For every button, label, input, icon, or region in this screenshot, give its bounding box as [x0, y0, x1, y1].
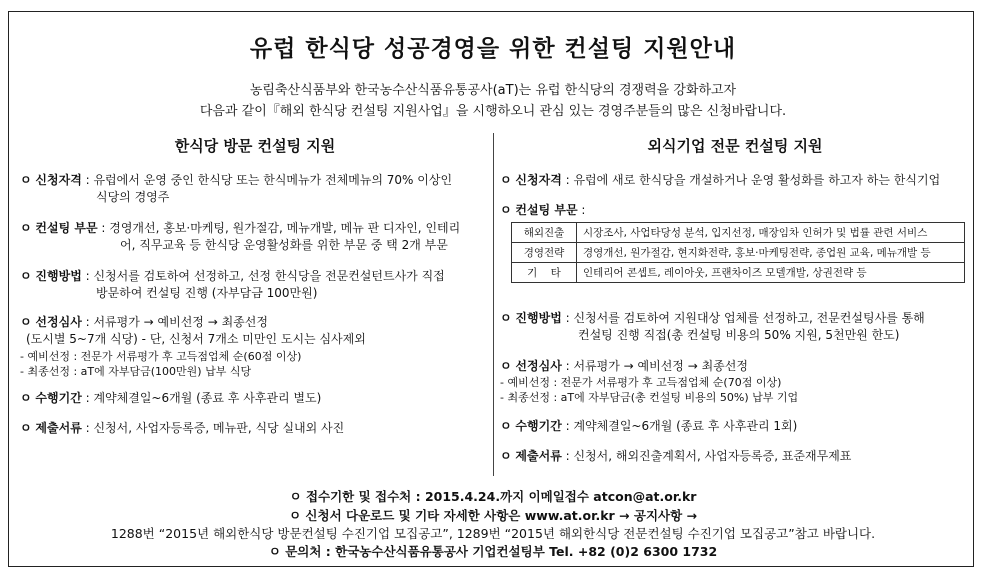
right-method-text: : 신청서를 검토하여 지원대상 업체를 선정하고, 전문컨설팅사를 통해 — [561, 311, 925, 325]
left-eligibility-cont: 식당의 경영주 — [96, 190, 170, 204]
left-consulting — [20, 220, 460, 237]
left-method-text: : 신청서를 검토하여 선정하고, 선정 한식당을 전문컨설턴트사가 직접 — [81, 269, 445, 283]
left-review-text: : 서류평가 → 예비선정 → 최종선정 — [81, 315, 268, 329]
right-review-label: 선정심사 — [515, 359, 562, 373]
bullet: ㅇ — [20, 173, 32, 187]
left-method-cont: 방문하여 컨설팅 진행 (자부담금 100만원) — [96, 286, 318, 300]
left-documents-label: 제출서류 — [35, 421, 82, 435]
right-method-cont: 컨설팅 진행 직접(총 컨설팅 비용의 50% 지원, 5천만원 한도) — [578, 328, 900, 342]
left-consulting-label: 컨설팅 부문 — [35, 221, 98, 235]
right-review-sub-1: - 예비선정 : 전문가 서류평가 후 고득점업체 순(70점 이상) — [500, 376, 782, 389]
right-documents-text: : 신청서, 해외진출계획서, 사업자등록증, 표준재무제표 — [561, 449, 852, 463]
bullet: ㅇ — [500, 311, 512, 325]
right-consulting-label: 컨설팅 부문 — [515, 203, 578, 217]
bullet: ㅇ — [500, 419, 512, 433]
column-divider — [493, 133, 494, 476]
right-method — [500, 310, 925, 327]
left-eligibility — [20, 172, 452, 189]
right-documents-label: 제출서류 — [515, 449, 562, 463]
right-documents — [500, 448, 851, 465]
left-eligibility-text: : 유럽에서 운영 중인 한식당 또는 한식메뉴가 전체메뉴의 70% 이상인 — [81, 173, 453, 187]
left-method-label: 진행방법 — [35, 269, 82, 283]
intro-line-2: 다음과 같이『해외 한식당 컨설팅 지원사업』을 시행하오니 관심 있는 경영주분들의 많은 신청바랍니다. — [199, 104, 787, 119]
right-review-text: : 서류평가 → 예비선정 → 최종선정 — [561, 359, 748, 373]
left-consulting-cont: 어, 직무교육 등 한식당 운영활성화를 위한 부문 중 택 2개 부문 — [120, 238, 448, 252]
right-column-heading: 외식기업 전문 컨설팅 지원 — [647, 137, 823, 155]
page-title: 유럽 한식당 성공경영을 위한 컨설팅 지원안내 — [249, 36, 737, 62]
right-period-label: 수행기간 — [515, 419, 562, 433]
footer-contact: ㅇ 문의처 : 한국농수산식품유통공사 기업컨설팅부 Tel. +82 (0)2 6300 1732 — [268, 544, 718, 559]
left-documents — [20, 420, 344, 437]
sector-description: 경영개선, 원가절감, 현지화전략, 홍보·마케팅전략, 종업원 교육, 메뉴개발 등 — [577, 243, 965, 263]
footer-deadline: ㅇ 접수기한 및 접수처 : 2015.4.24.까지 이메일접수 atcon@at.or.kr — [289, 489, 697, 504]
left-review-cont: (도시별 5~7개 식당) - 단, 신청서 7개소 미만인 도시는 심사제외 — [26, 332, 366, 346]
sector-category: 경영전략 — [512, 243, 577, 263]
bullet: ㅇ — [20, 315, 32, 329]
bullet: ㅇ — [500, 173, 512, 187]
right-consulting-suffix: : — [577, 203, 586, 217]
table-row — [512, 243, 965, 263]
bullet: ㅇ — [20, 269, 32, 283]
right-eligibility-text: : 유럽에 새로 한식당을 개설하거나 운영 활성화를 하고자 하는 한식기업 — [561, 173, 941, 187]
left-period — [20, 390, 321, 407]
intro-line-1: 농림축산식품부와 한국농수산식품유통공사(aT)는 유럽 한식당의 경쟁력을 강화하고자 — [249, 83, 737, 98]
sector-category: 해외진출 — [512, 223, 577, 243]
left-eligibility-label: 신청자격 — [35, 173, 82, 187]
bullet: ㅇ — [500, 359, 512, 373]
right-period-text: : 계약체결일~6개월 (종료 후 사후관리 1회) — [561, 419, 798, 433]
left-review — [20, 314, 268, 331]
right-eligibility-label: 신청자격 — [515, 173, 562, 187]
sector-description: 인테리어 콘셉트, 레이아웃, 프랜차이즈 모델개발, 상권전략 등 — [577, 263, 965, 283]
right-period — [500, 418, 797, 435]
bullet: ㅇ — [500, 203, 512, 217]
table-row — [512, 223, 965, 243]
left-method — [20, 268, 445, 285]
sector-category: 기 타 — [512, 263, 577, 283]
left-review-sub-2: - 최종선정 : aT에 자부담금(100만원) 납부 식당 — [20, 365, 252, 378]
right-review-sub-2: - 최종선정 : aT에 자부담금(총 컨설팅 비용의 50%) 납부 기업 — [500, 391, 799, 404]
bullet: ㅇ — [500, 449, 512, 463]
left-review-label: 선정심사 — [35, 315, 82, 329]
footer-download: ㅇ 신청서 다운로드 및 기타 자세한 사항은 www.at.or.kr → 공지사항 → — [289, 508, 697, 523]
bullet: ㅇ — [20, 221, 32, 235]
right-consulting — [500, 202, 585, 219]
left-consulting-text: : 경영개선, 홍보·마케팅, 원가절감, 메뉴개발, 메뉴 판 디자인, 인테리 — [97, 221, 461, 235]
sector-description: 시장조사, 사업타당성 분석, 입지선정, 매장임차 인허가 및 법률 관련 서비스 — [577, 223, 965, 243]
right-review — [500, 358, 748, 375]
left-period-text: : 계약체결일~6개월 (종료 후 사후관리 별도) — [81, 391, 322, 405]
left-documents-text: : 신청서, 사업자등록증, 메뉴판, 식당 실내외 사진 — [81, 421, 345, 435]
footer-notice: 1288번 “2015년 해외한식당 방문컨설팅 수진기업 모집공고”, 1289번 “2015년 해외한식당 전문컨설팅 수진기업 모집공고”참고 바랍니다. — [110, 526, 876, 541]
right-eligibility — [500, 172, 940, 189]
left-review-sub-1: - 예비선정 : 전문가 서류평가 후 고득점업체 순(60점 이상) — [20, 350, 302, 363]
right-method-label: 진행방법 — [515, 311, 562, 325]
table-row — [512, 263, 965, 283]
consulting-sectors-table — [511, 222, 965, 283]
bullet: ㅇ — [20, 391, 32, 405]
left-column-heading: 한식당 방문 컨설팅 지원 — [174, 137, 336, 155]
bullet: ㅇ — [20, 421, 32, 435]
left-period-label: 수행기간 — [35, 391, 82, 405]
